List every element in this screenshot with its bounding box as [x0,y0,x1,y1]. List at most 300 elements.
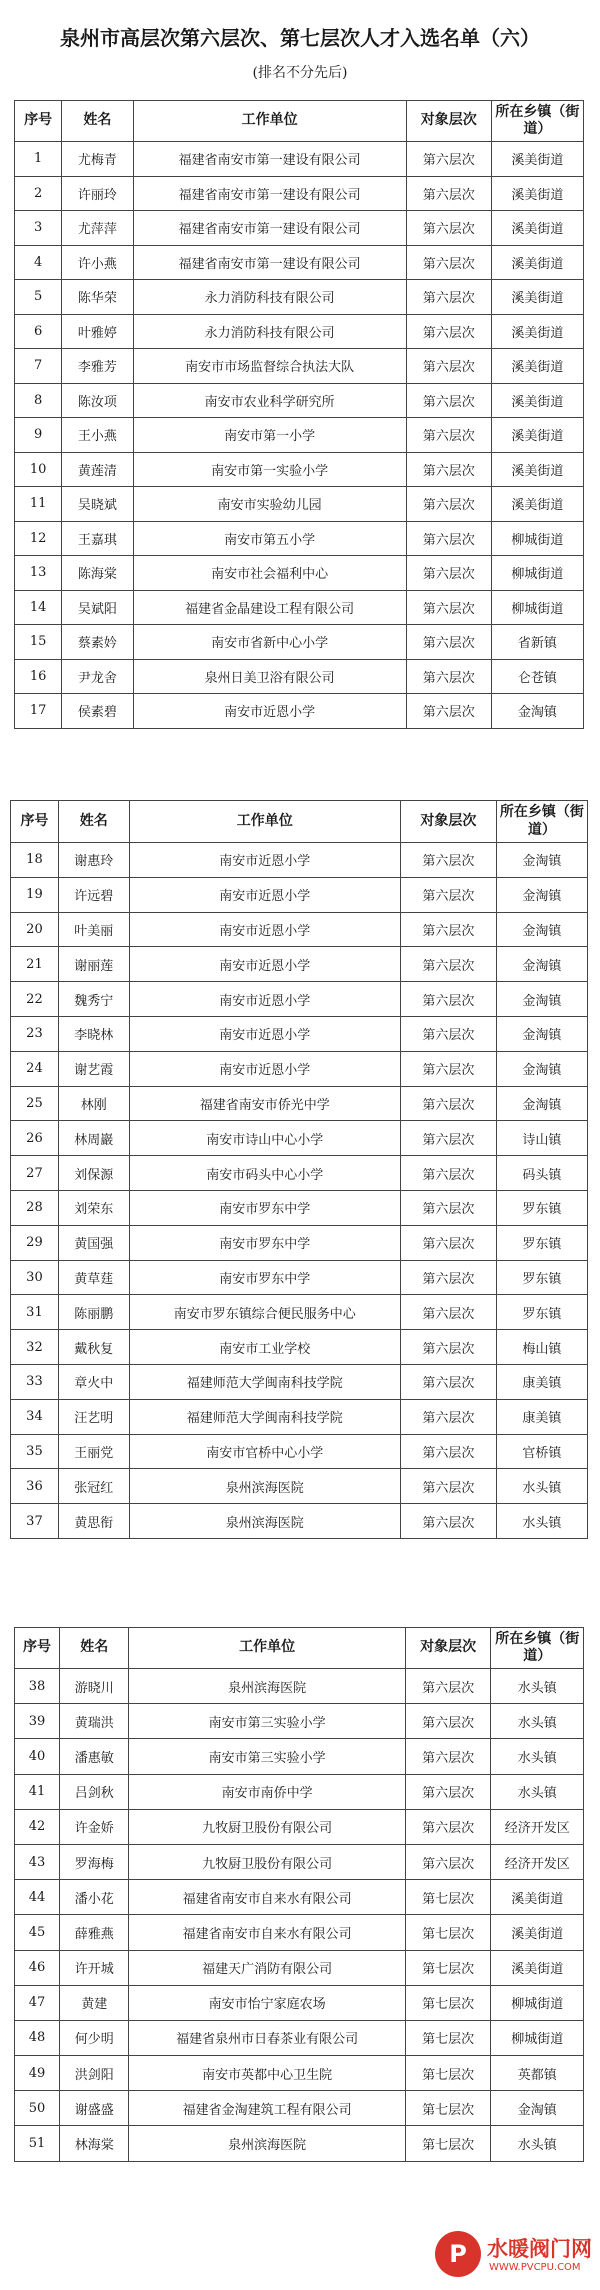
cell-unit: 福建省南安市自来水有限公司 [129,1880,405,1915]
header-no: 序号 [15,1628,60,1669]
cell-level: 第六层次 [400,947,496,982]
table-row [15,694,584,729]
table-header-row [15,101,584,142]
cell-level: 第六层次 [406,349,491,384]
cell-unit: 南安市实验幼儿园 [133,487,406,522]
header-town: 所在乡镇（街道） [491,1628,584,1669]
cell-level: 第六层次 [400,1156,496,1191]
cell-name: 谢惠玲 [58,843,129,878]
cell-unit: 泉州滨海医院 [129,1504,400,1539]
cell-level: 第六层次 [406,694,491,729]
table-row [15,245,584,280]
cell-no: 11 [15,487,62,522]
header-name: 姓名 [58,801,129,843]
cell-town: 码头镇 [496,1156,587,1191]
cell-no: 35 [11,1434,59,1469]
cell-level: 第六层次 [406,418,491,453]
cell-no: 33 [11,1364,59,1399]
header-no: 序号 [11,801,59,843]
cell-unit: 南安市第一实验小学 [133,452,406,487]
cell-unit: 南安市工业学校 [129,1330,400,1365]
table-row [15,280,584,315]
table-row [15,1880,584,1915]
cell-town: 金淘镇 [496,1051,587,1086]
cell-unit: 泉州滨海医院 [129,1469,400,1504]
cell-unit: 南安市近恩小学 [129,1016,400,1051]
cell-level: 第六层次 [406,590,491,625]
cell-no: 42 [15,1809,60,1844]
cell-town: 溪美街道 [491,142,583,177]
cell-level: 第六层次 [400,877,496,912]
cell-town: 溪美街道 [491,1915,584,1950]
cell-level: 第六层次 [405,1774,491,1809]
cell-name: 王丽党 [58,1434,129,1469]
cell-town: 康美镇 [496,1399,587,1434]
cell-no: 46 [15,1950,60,1985]
cell-town: 水头镇 [491,1739,584,1774]
header-town: 所在乡镇（街道） [491,101,583,142]
cell-town: 金淘镇 [491,2091,584,2126]
cell-level: 第七层次 [405,1880,491,1915]
cell-town: 官桥镇 [496,1434,587,1469]
cell-town: 水头镇 [496,1469,587,1504]
cell-unit: 南安市英都中心卫生院 [129,2056,405,2091]
table-row [15,1985,584,2020]
table-row [11,1225,588,1260]
cell-no: 28 [11,1190,59,1225]
cell-level: 第六层次 [400,1295,496,1330]
cell-unit: 福建省南安市侨光中学 [129,1086,400,1121]
table-row [11,1330,588,1365]
cell-name: 戴秋复 [58,1330,129,1365]
table-row [11,1016,588,1051]
cell-level: 第六层次 [406,556,491,591]
page-subtitle: (排名不分先后) [252,65,348,81]
cell-name: 谢盛盛 [60,2091,129,2126]
table-row [15,487,584,522]
cell-unit: 福建省金淘建筑工程有限公司 [129,2091,405,2126]
table-row [15,142,584,177]
table-row [15,1809,584,1844]
cell-town: 溪美街道 [491,487,583,522]
cell-unit: 福建师范大学闽南科技学院 [129,1399,400,1434]
table-row [11,1121,588,1156]
cell-no: 15 [15,625,62,660]
cell-no: 43 [15,1844,60,1879]
table-row [15,349,584,384]
cell-town: 罗东镇 [496,1225,587,1260]
header-level: 对象层次 [405,1628,491,1669]
cell-level: 第六层次 [406,659,491,694]
cell-level: 第六层次 [406,452,491,487]
cell-no: 51 [15,2126,60,2161]
cell-unit: 南安市诗山中心小学 [129,1121,400,1156]
cell-unit: 福建省泉州市日春茶业有限公司 [129,2020,405,2055]
cell-level: 第七层次 [405,1985,491,2020]
cell-name: 吴晓斌 [62,487,133,522]
table-row [11,912,588,947]
cell-no: 31 [11,1295,59,1330]
cell-town: 罗东镇 [496,1295,587,1330]
watermark-logo-icon: P [435,2231,481,2277]
cell-unit: 南安市社会福利中心 [133,556,406,591]
table-row [15,176,584,211]
cell-unit: 永力消防科技有限公司 [133,314,406,349]
cell-town: 金淘镇 [496,877,587,912]
cell-name: 侯素碧 [62,694,133,729]
cell-town: 仑苍镇 [491,659,583,694]
cell-name: 潘小花 [60,1880,129,1915]
cell-no: 4 [15,245,62,280]
cell-level: 第六层次 [405,1809,491,1844]
table-row [15,1950,584,1985]
roster-table-1 [14,100,584,729]
cell-no: 48 [15,2020,60,2055]
table-row [15,2126,584,2161]
cell-name: 魏秀宁 [58,982,129,1017]
table-row [11,1051,588,1086]
cell-town: 康美镇 [496,1364,587,1399]
cell-name: 李晓林 [58,1016,129,1051]
cell-town: 水头镇 [496,1504,587,1539]
cell-name: 吕剑秋 [60,1774,129,1809]
cell-no: 36 [11,1469,59,1504]
cell-name: 陈华荣 [62,280,133,315]
cell-level: 第六层次 [400,1016,496,1051]
cell-name: 黄瑞洪 [60,1704,129,1739]
page-title: 泉州市高层次第六层次、第七层次人才入选名单（六） [60,26,540,50]
cell-level: 第六层次 [400,1260,496,1295]
cell-unit: 泉州日美卫浴有限公司 [133,659,406,694]
cell-level: 第六层次 [405,1669,491,1704]
cell-no: 50 [15,2091,60,2126]
cell-no: 38 [15,1669,60,1704]
table-row [15,521,584,556]
cell-name: 许金娇 [60,1809,129,1844]
cell-unit: 泉州滨海医院 [129,2126,405,2161]
cell-no: 9 [15,418,62,453]
cell-unit: 南安市第一小学 [133,418,406,453]
cell-town: 水头镇 [491,2126,584,2161]
watermark-name: 水暖阀门网 [487,2237,592,2261]
cell-no: 3 [15,211,62,246]
cell-no: 6 [15,314,62,349]
cell-level: 第七层次 [405,1915,491,1950]
cell-no: 22 [11,982,59,1017]
cell-level: 第六层次 [406,314,491,349]
cell-level: 第七层次 [405,2020,491,2055]
cell-name: 王小燕 [62,418,133,453]
cell-town: 柳城街道 [491,1985,584,2020]
cell-unit: 南安市近恩小学 [129,982,400,1017]
cell-level: 第六层次 [400,843,496,878]
cell-name: 刘保源 [58,1156,129,1191]
cell-unit: 南安市罗东中学 [129,1190,400,1225]
cell-no: 19 [11,877,59,912]
cell-level: 第六层次 [406,211,491,246]
table-row [15,1844,584,1879]
cell-town: 溪美街道 [491,452,583,487]
cell-name: 李雅芳 [62,349,133,384]
cell-name: 叶雅婷 [62,314,133,349]
cell-unit: 永力消防科技有限公司 [133,280,406,315]
table-row [15,1669,584,1704]
cell-level: 第六层次 [400,982,496,1017]
cell-level: 第六层次 [405,1704,491,1739]
cell-no: 34 [11,1399,59,1434]
cell-level: 第六层次 [400,1469,496,1504]
cell-town: 水头镇 [491,1669,584,1704]
cell-town: 柳城街道 [491,556,583,591]
table-row [15,418,584,453]
table-row [15,1704,584,1739]
cell-no: 29 [11,1225,59,1260]
table-row [15,314,584,349]
cell-town: 溪美街道 [491,418,583,453]
table-row [15,452,584,487]
table-row [11,1190,588,1225]
cell-level: 第六层次 [406,280,491,315]
cell-level: 第六层次 [406,176,491,211]
cell-level: 第六层次 [400,1330,496,1365]
cell-no: 7 [15,349,62,384]
table-row [11,843,588,878]
table-row [11,1364,588,1399]
cell-name: 林刚 [58,1086,129,1121]
cell-no: 40 [15,1739,60,1774]
cell-name: 薛雅燕 [60,1915,129,1950]
cell-unit: 南安市罗东镇综合便民服务中心 [129,1295,400,1330]
cell-no: 32 [11,1330,59,1365]
cell-town: 溪美街道 [491,383,583,418]
cell-no: 24 [11,1051,59,1086]
header-level: 对象层次 [400,801,496,843]
table-row [15,1774,584,1809]
cell-level: 第七层次 [405,2091,491,2126]
cell-level: 第六层次 [405,1739,491,1774]
cell-no: 1 [15,142,62,177]
cell-no: 13 [15,556,62,591]
cell-level: 第六层次 [400,912,496,947]
cell-unit: 南安市近恩小学 [129,912,400,947]
table-row [11,1504,588,1539]
cell-unit: 福建省南安市第一建设有限公司 [133,142,406,177]
cell-no: 45 [15,1915,60,1950]
cell-unit: 九牧厨卫股份有限公司 [129,1844,405,1879]
cell-town: 水头镇 [491,1774,584,1809]
header-unit: 工作单位 [129,801,400,843]
cell-unit: 福建天广消防有限公司 [129,1950,405,1985]
cell-no: 27 [11,1156,59,1191]
header-unit: 工作单位 [129,1628,405,1669]
table-row [15,211,584,246]
cell-unit: 福建师范大学闽南科技学院 [129,1364,400,1399]
table-header-row [11,801,588,843]
cell-no: 18 [11,843,59,878]
table-row [11,1156,588,1191]
cell-unit: 南安市近恩小学 [129,947,400,982]
header-unit: 工作单位 [133,101,406,142]
cell-level: 第六层次 [400,1121,496,1156]
table-row [11,1260,588,1295]
cell-unit: 南安市近恩小学 [129,843,400,878]
cell-unit: 福建省南安市第一建设有限公司 [133,211,406,246]
cell-unit: 南安市码头中心小学 [129,1156,400,1191]
cell-town: 柳城街道 [491,521,583,556]
cell-town: 经济开发区 [491,1844,584,1879]
cell-level: 第六层次 [406,383,491,418]
cell-town: 溪美街道 [491,176,583,211]
cell-level: 第六层次 [405,1844,491,1879]
cell-level: 第七层次 [405,1950,491,1985]
cell-unit: 福建省南安市第一建设有限公司 [133,176,406,211]
cell-no: 25 [11,1086,59,1121]
cell-unit: 南安市近恩小学 [133,694,406,729]
cell-unit: 南安市省新中心小学 [133,625,406,660]
table-row [11,1295,588,1330]
cell-town: 金淘镇 [496,912,587,947]
cell-town: 诗山镇 [496,1121,587,1156]
cell-name: 黄国强 [58,1225,129,1260]
cell-no: 26 [11,1121,59,1156]
cell-name: 张冠红 [58,1469,129,1504]
cell-no: 41 [15,1774,60,1809]
cell-no: 2 [15,176,62,211]
table-row [11,1399,588,1434]
cell-name: 黄草莛 [58,1260,129,1295]
cell-town: 金淘镇 [496,982,587,1017]
cell-level: 第七层次 [405,2056,491,2091]
cell-unit: 南安市第五小学 [133,521,406,556]
cell-town: 柳城街道 [491,2020,584,2055]
cell-no: 20 [11,912,59,947]
cell-name: 陈丽鹏 [58,1295,129,1330]
cell-name: 林周巖 [58,1121,129,1156]
cell-level: 第六层次 [400,1086,496,1121]
cell-town: 溪美街道 [491,314,583,349]
cell-name: 尤梅青 [62,142,133,177]
cell-name: 汪艺明 [58,1399,129,1434]
cell-name: 洪剑阳 [60,2056,129,2091]
cell-level: 第六层次 [400,1225,496,1260]
table-row [15,1915,584,1950]
cell-no: 12 [15,521,62,556]
cell-no: 37 [11,1504,59,1539]
header-level: 对象层次 [406,101,491,142]
cell-name: 王嘉琪 [62,521,133,556]
cell-name: 许开城 [60,1950,129,1985]
cell-town: 金淘镇 [496,947,587,982]
cell-unit: 南安市农业科学研究所 [133,383,406,418]
cell-town: 省新镇 [491,625,583,660]
table-row [11,982,588,1017]
cell-town: 溪美街道 [491,349,583,384]
cell-name: 章火中 [58,1364,129,1399]
site-watermark [435,2225,595,2285]
cell-unit: 南安市第三实验小学 [129,1704,405,1739]
table-row [11,947,588,982]
cell-town: 金淘镇 [496,1086,587,1121]
cell-no: 8 [15,383,62,418]
table-header-row [15,1628,584,1669]
cell-unit: 南安市官桥中心小学 [129,1434,400,1469]
cell-town: 溪美街道 [491,1950,584,1985]
table-row [15,1739,584,1774]
cell-name: 潘惠敏 [60,1739,129,1774]
cell-name: 黄建 [60,1985,129,2020]
cell-unit: 南安市近恩小学 [129,1051,400,1086]
header-name: 姓名 [62,101,133,142]
cell-level: 第六层次 [400,1364,496,1399]
table-row [15,556,584,591]
cell-level: 第六层次 [400,1434,496,1469]
header-name: 姓名 [60,1628,129,1669]
cell-no: 5 [15,280,62,315]
cell-no: 23 [11,1016,59,1051]
table-row [15,2091,584,2126]
cell-name: 游晓川 [60,1669,129,1704]
cell-no: 30 [11,1260,59,1295]
cell-no: 39 [15,1704,60,1739]
cell-name: 谢艺霞 [58,1051,129,1086]
cell-name: 许远碧 [58,877,129,912]
cell-no: 49 [15,2056,60,2091]
table-row [15,590,584,625]
cell-name: 蔡素妗 [62,625,133,660]
cell-unit: 福建省金晶建设工程有限公司 [133,590,406,625]
cell-no: 17 [15,694,62,729]
cell-town: 溪美街道 [491,280,583,315]
cell-town: 梅山镇 [496,1330,587,1365]
table-row [15,659,584,694]
cell-name: 许丽玲 [62,176,133,211]
cell-no: 16 [15,659,62,694]
cell-unit: 南安市南侨中学 [129,1774,405,1809]
cell-town: 金淘镇 [496,843,587,878]
cell-name: 黄思衔 [58,1504,129,1539]
table-row [15,625,584,660]
cell-town: 柳城街道 [491,590,583,625]
table-row [15,2056,584,2091]
cell-level: 第七层次 [405,2126,491,2161]
cell-unit: 南安市罗东中学 [129,1225,400,1260]
cell-name: 刘荣东 [58,1190,129,1225]
cell-unit: 福建省南安市自来水有限公司 [129,1915,405,1950]
cell-unit: 南安市第三实验小学 [129,1739,405,1774]
cell-name: 吴斌阳 [62,590,133,625]
cell-level: 第六层次 [400,1399,496,1434]
cell-unit: 泉州滨海医院 [129,1669,405,1704]
cell-level: 第六层次 [406,245,491,280]
table-row [15,2020,584,2055]
cell-unit: 南安市罗东中学 [129,1260,400,1295]
watermark-url: WWW.PVCPU.COM [489,2262,581,2273]
cell-unit: 南安市市场监督综合执法大队 [133,349,406,384]
cell-name: 黄莲清 [62,452,133,487]
cell-town: 溪美街道 [491,211,583,246]
cell-level: 第六层次 [400,1504,496,1539]
cell-no: 21 [11,947,59,982]
cell-unit: 福建省南安市第一建设有限公司 [133,245,406,280]
cell-name: 尤萍萍 [62,211,133,246]
cell-name: 陈海棠 [62,556,133,591]
cell-name: 罗海梅 [60,1844,129,1879]
cell-town: 经济开发区 [491,1809,584,1844]
header-no: 序号 [15,101,62,142]
cell-unit: 九牧厨卫股份有限公司 [129,1809,405,1844]
cell-town: 英都镇 [491,2056,584,2091]
table-row [11,1434,588,1469]
